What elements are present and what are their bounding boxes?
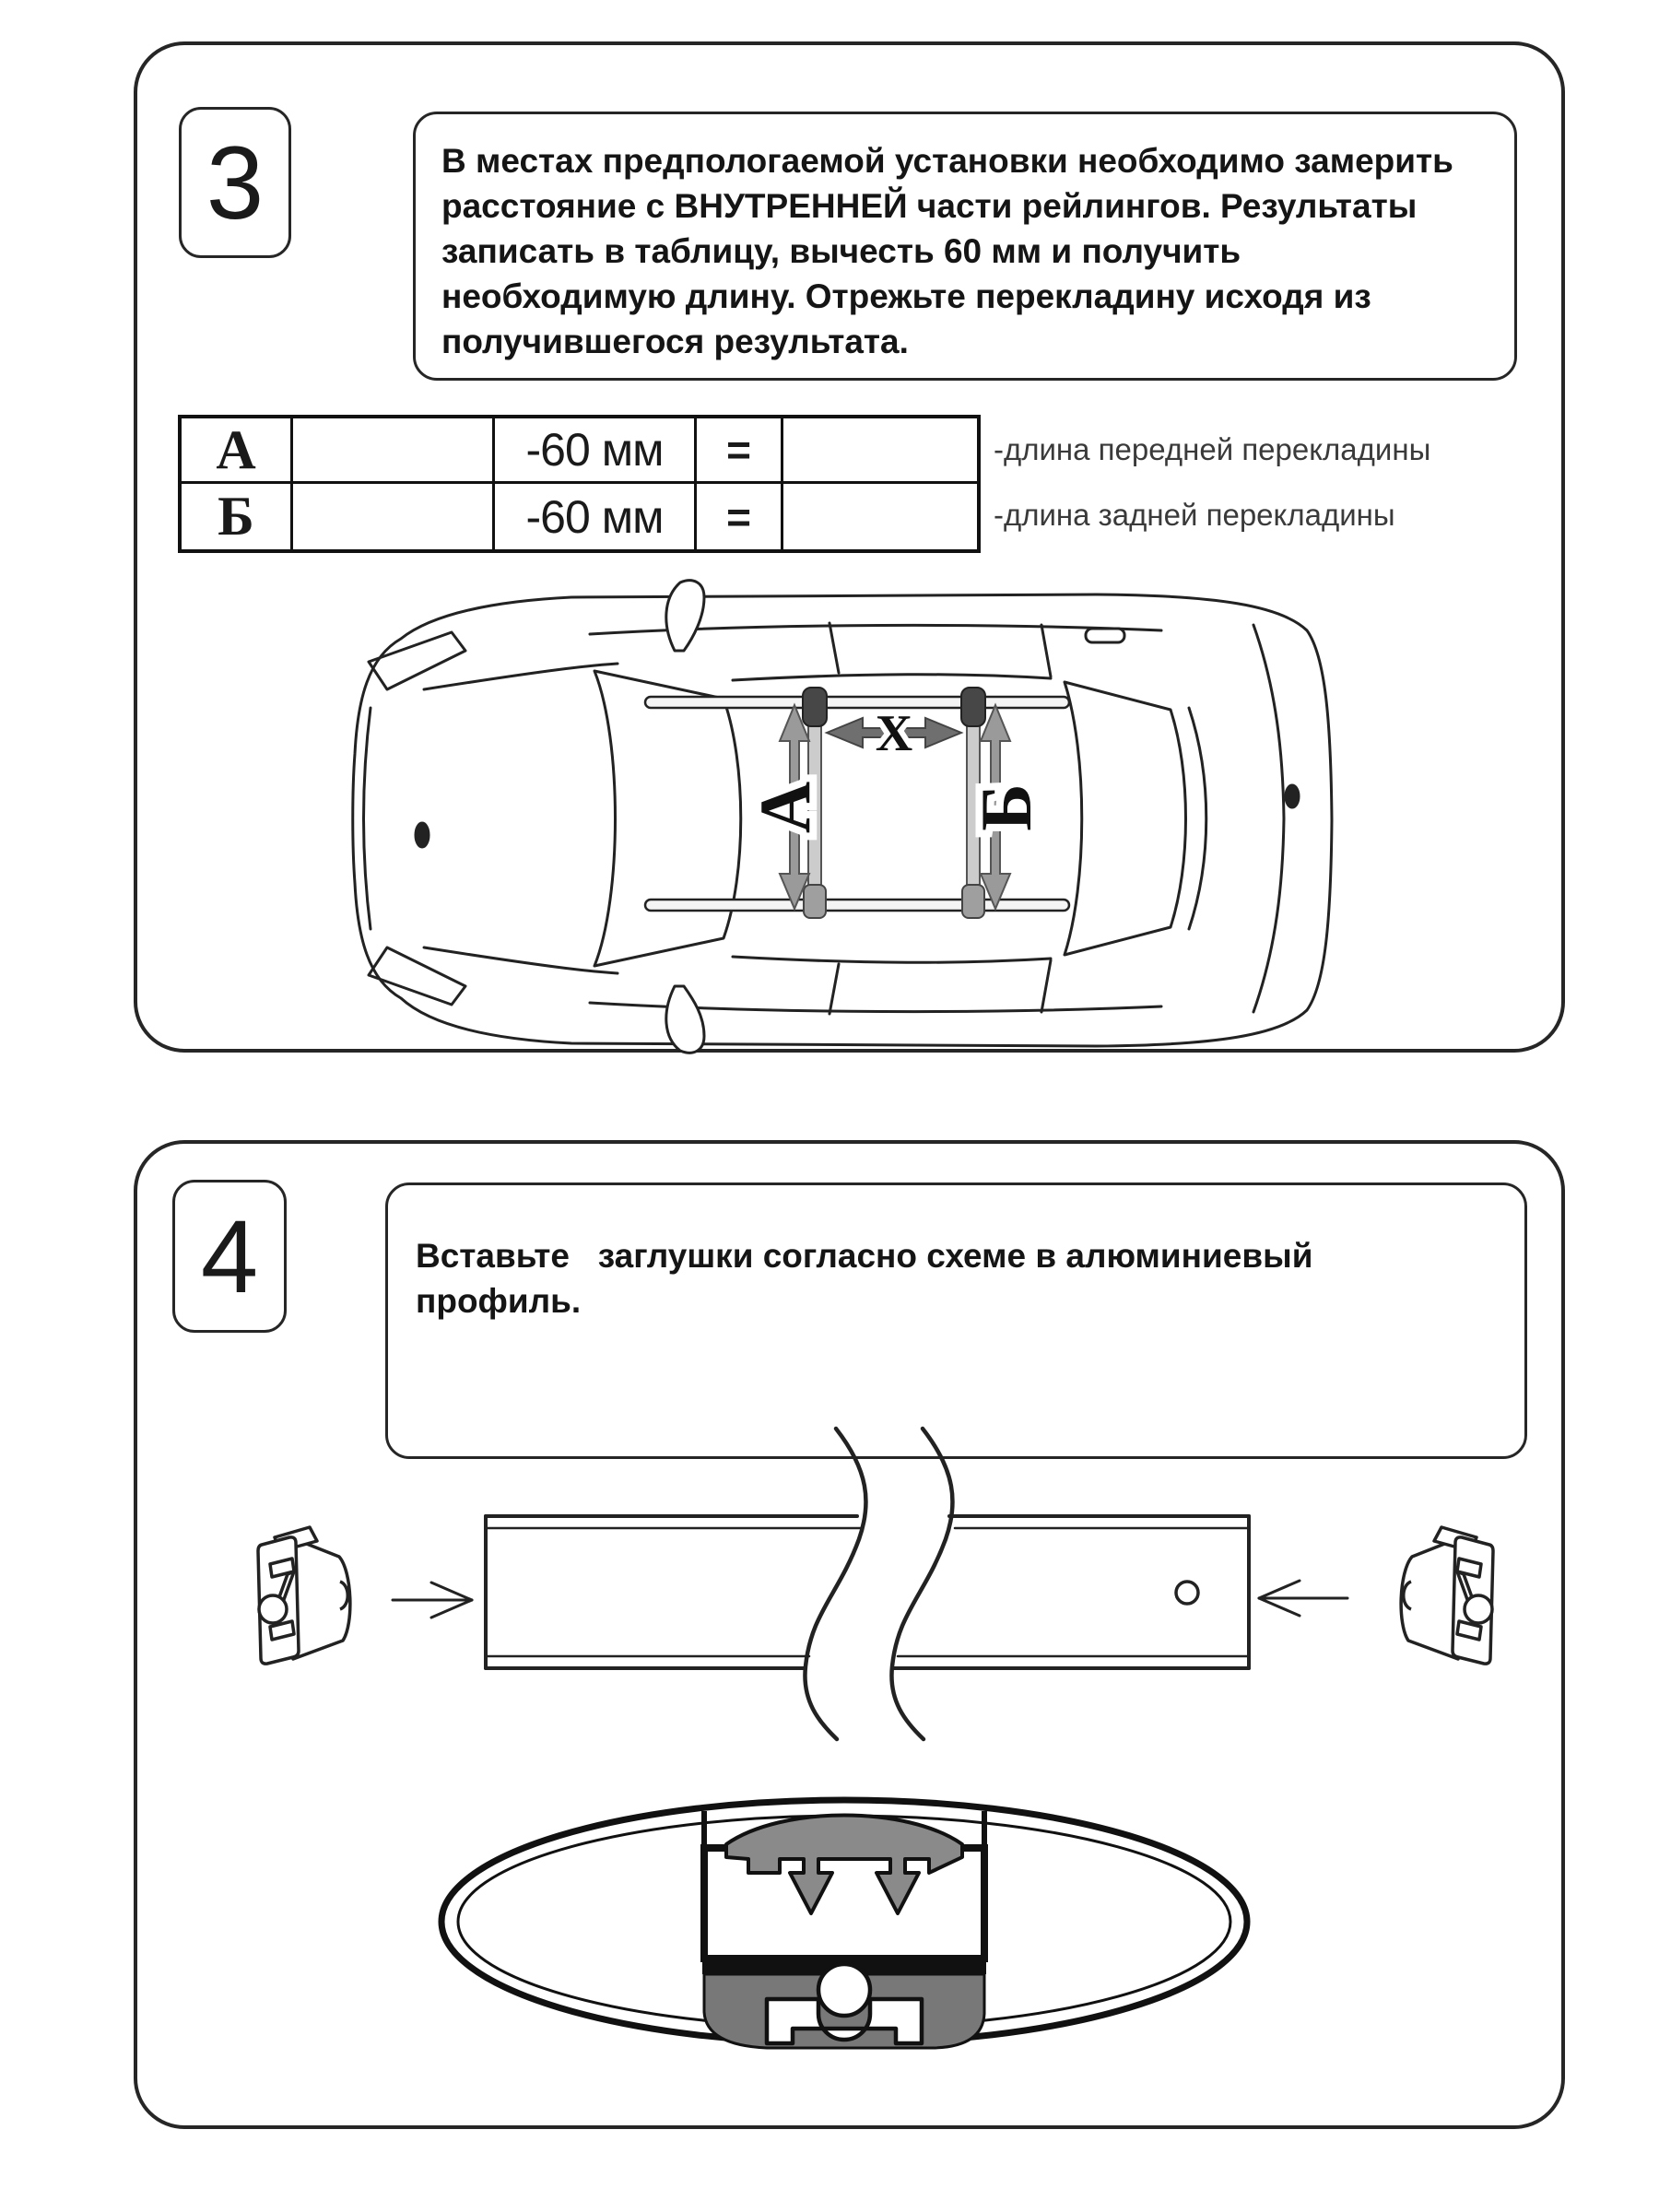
break-wave-lines	[805, 1429, 952, 1739]
instruction-line: получившегося результата.	[441, 323, 909, 360]
instruction-line: В местах предпологаемой установки необходимо замерить	[441, 142, 1453, 180]
instruction-line: необходимую длину. Отрежьте перекладину исходя из	[441, 277, 1371, 315]
rear-crossbar-length-label: -длина задней перекладины	[994, 497, 1395, 532]
front-crossbar-length-label: -длина передней перекладины	[994, 431, 1431, 466]
t-bolt-head	[818, 1964, 870, 2016]
row-a-operation-cell: -60 мм	[495, 418, 697, 484]
row-a-result-input-cell	[783, 418, 977, 484]
row-a-label-cell: А	[182, 418, 293, 484]
trunk-lock	[1286, 785, 1299, 807]
crossbar-b-front-cap	[961, 688, 985, 726]
step-4-instruction-box	[385, 1182, 1527, 1459]
profile-endcap-diagram	[221, 1419, 1539, 1825]
step-3-instruction-box	[413, 112, 1517, 381]
end-cap-right-icon	[1401, 1527, 1493, 1664]
crossbar-b-label: Б	[966, 783, 1046, 831]
aluminium-profile	[486, 1516, 1249, 1668]
end-cap-left-icon	[258, 1527, 350, 1664]
front-emblem	[416, 823, 429, 847]
crossbar-cross-section-diagram	[424, 1783, 1272, 2060]
antenna	[1086, 629, 1124, 642]
row-a-measured-input-cell	[293, 418, 495, 484]
row-a-equals-cell: =	[697, 418, 783, 484]
insert-arrow-right	[1259, 1581, 1347, 1616]
roof-rail-right	[645, 900, 1069, 911]
crossbar-a-label: А	[745, 781, 825, 834]
crossbar-b-rear-cap	[962, 885, 984, 918]
instruction-line: профиль.	[416, 1282, 582, 1320]
profile-mounting-hole	[1176, 1582, 1198, 1604]
row-b-equals-cell: =	[697, 484, 783, 549]
roof-rail-left	[645, 697, 1069, 708]
instruction-line: Вставьте заглушки согласно схеме в алюминиевый	[416, 1237, 1313, 1275]
measurement-table	[178, 415, 981, 553]
end-cap-body	[293, 1539, 350, 1659]
crossbar-a-rear-cap	[804, 885, 826, 918]
step-3-number-badge	[179, 107, 291, 258]
step-4-number-badge	[172, 1180, 287, 1333]
instruction-line: расстояние с ВНУТРЕННЕЙ части рейлингов. Результаты	[441, 187, 1418, 225]
row-b-result-input-cell	[783, 484, 977, 549]
crossbar-a-front-cap	[803, 688, 827, 726]
row-b-label-cell: Б	[182, 484, 293, 549]
instruction-line: записать в таблицу, вычесть 60 мм и получить	[441, 232, 1241, 270]
row-b-measured-input-cell	[293, 484, 495, 549]
distance-x-label: X	[875, 705, 913, 762]
step-4-number: 4	[200, 1198, 259, 1314]
step-3-number: 3	[206, 124, 265, 241]
car-top-view-diagram	[313, 570, 1364, 1067]
row-b-operation-cell: -60 мм	[495, 484, 697, 549]
end-cap-knob	[259, 1595, 287, 1623]
insert-arrow-left	[393, 1583, 472, 1618]
